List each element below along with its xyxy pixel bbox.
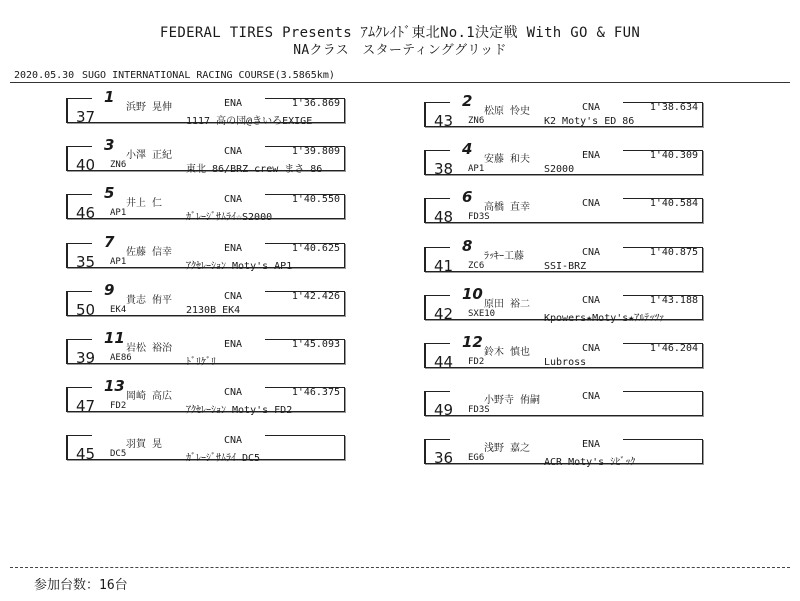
grid-position: 9 (104, 280, 115, 299)
team-name: SSI-BRZ (544, 260, 587, 272)
car-model: FD2 (110, 401, 127, 412)
driver-name: 貴志 侑平 (126, 294, 173, 306)
grid-position: 8 (462, 236, 473, 255)
entry-class: CNA (582, 198, 601, 210)
car-number: 42 (434, 304, 454, 323)
grid-entry (424, 284, 704, 327)
car-number: 46 (76, 204, 96, 223)
grid-entry (424, 188, 704, 230)
grid-entry (66, 329, 346, 371)
grid-entry (66, 88, 346, 130)
grid-position: 3 (104, 136, 115, 155)
grid-entry (66, 377, 346, 419)
qualifying-time: 1'36.869 (291, 98, 340, 109)
grid-position: 12 (462, 333, 483, 351)
team-name: ｱｸｾﾚｰｼｮﾝ Moty's FD2 (186, 405, 293, 417)
entry-class: CNA (224, 194, 243, 206)
entry-class: CNA (582, 294, 601, 306)
car-number: 41 (434, 256, 454, 275)
car-number: 47 (76, 397, 96, 416)
qualifying-time: 1'39.809 (291, 146, 340, 158)
grid-entry (424, 92, 704, 134)
grid-position: 5 (104, 184, 115, 203)
entry-class: CNA (582, 391, 601, 403)
car-model: DC5 (110, 449, 127, 460)
car-model: EK4 (110, 304, 127, 315)
grid-position: 6 (462, 188, 473, 207)
team-name: ｱｸｾﾚｰｼｮﾝ Moty's AP1 (186, 260, 293, 272)
team-name: ｶﾞﾚｰｼﾞｻﾑﾗｲ DC5 (186, 453, 261, 465)
driver-name: 安藤 和夫 (484, 154, 531, 166)
entry-class: ENA (582, 439, 601, 451)
qualifying-time: 1'43.188 (649, 294, 698, 306)
header-divider (10, 82, 790, 83)
driver-name: 松原 怜史 (484, 106, 531, 117)
qualifying-time: 1'40.309 (649, 150, 698, 162)
grid-position: 13 (104, 377, 125, 396)
entry-class: ENA (224, 339, 243, 350)
team-name: S2000 (544, 164, 575, 176)
team-name: Kpowers★Moty's★ｱﾙﾃｯﾂｧ (544, 312, 665, 324)
car-model: AP1 (468, 164, 485, 175)
team-name: K2 Moty's ED 86 (544, 116, 635, 127)
grid-position: 2 (462, 92, 473, 110)
car-model: FD3S (468, 212, 490, 223)
driver-name: 浜野 晃伸 (126, 102, 173, 113)
entry-class: CNA (224, 387, 243, 399)
course-name: SUGO INTERNATIONAL RACING COURSE(3.5865km) (82, 70, 335, 81)
qualifying-time: 1'46.375 (291, 387, 340, 399)
car-number: 37 (76, 108, 96, 126)
driver-name: ﾗｯｷｰ工藤 (484, 250, 524, 262)
entry-class: CNA (224, 146, 243, 158)
page-subtitle: NAクラス スターティンググリッド (293, 43, 507, 58)
car-number: 39 (76, 349, 96, 367)
grid-position: 1 (104, 88, 115, 106)
grid-entry (424, 236, 704, 279)
team-name: ﾄﾞﾘｹﾞﾘ (186, 357, 216, 368)
car-number: 49 (434, 401, 454, 420)
driver-name: 小野寺 侑嗣 (484, 395, 541, 407)
grid-entry (66, 232, 346, 275)
car-model: FD2 (468, 357, 485, 367)
grid-position: 4 (462, 140, 473, 159)
team-name: 1117 高の団@きいろEXIGE (186, 116, 313, 127)
car-model: ZC6 (468, 260, 485, 271)
driver-name: 小澤 正紀 (126, 150, 173, 162)
qualifying-time: 1'46.204 (649, 343, 698, 354)
footer-divider (10, 567, 790, 568)
grid-entry (424, 385, 704, 423)
car-model: FD3S (468, 405, 490, 416)
grid-entry (66, 280, 346, 323)
driver-name: 鈴木 慎也 (484, 347, 531, 358)
team-name: 東北 86/BRZ crew まさ 86 (186, 164, 323, 176)
grid-entry (66, 429, 346, 467)
grid-position: 10 (462, 284, 483, 303)
grid-position: 11 (104, 329, 125, 347)
event-date: 2020.05.30 (14, 70, 75, 81)
entry-class: ENA (224, 242, 243, 254)
driver-name: 高橋 直幸 (484, 202, 531, 214)
car-model: AP1 (110, 208, 127, 219)
driver-name: 浅野 嘉之 (484, 443, 531, 455)
grid-entry (424, 433, 704, 471)
entry-class: CNA (582, 343, 601, 354)
team-name: ｶﾞﾚｰｼﾞｻﾑﾗｲ☆S2000 (186, 212, 273, 224)
driver-name: 羽賀 晃 (126, 439, 163, 451)
car-number: 44 (434, 353, 454, 371)
qualifying-time: 1'40.875 (649, 246, 698, 258)
driver-name: 岡崎 高広 (126, 391, 173, 403)
entry-class: ENA (224, 98, 243, 109)
grid-position: 7 (104, 232, 115, 251)
driver-name: 岩松 裕治 (126, 343, 173, 354)
entry-class: CNA (582, 102, 601, 113)
qualifying-time: 1'40.550 (291, 194, 340, 206)
driver-name: 井上 仁 (126, 198, 163, 210)
entry-class: CNA (224, 290, 243, 302)
car-model: ZN6 (468, 116, 485, 126)
team-name: Lubross (544, 357, 587, 368)
grid-entry (66, 184, 346, 226)
entry-class: CNA (224, 435, 243, 447)
entry-class: ENA (582, 150, 601, 162)
page-title: FEDERAL TIRES Presents ｱﾑｸﾚｲﾄﾞ東北No.1決定戦 With GO & FUN (159, 25, 641, 41)
qualifying-time: 1'40.584 (649, 198, 698, 210)
grid-slot-box (424, 391, 703, 416)
car-number: 40 (76, 156, 96, 175)
car-model: ZN6 (110, 160, 127, 171)
team-name: 2130B_EK4 (186, 304, 241, 316)
team-name: ACR Moty's ｼﾋﾞｯｸ (544, 457, 636, 469)
car-number: 38 (434, 160, 454, 179)
qualifying-time: 1'40.625 (291, 242, 340, 254)
entry-class: CNA (582, 246, 601, 258)
car-number: 36 (434, 449, 454, 468)
car-model: AP1 (110, 256, 127, 267)
grid-entry (66, 136, 346, 178)
grid-entry (424, 140, 704, 182)
car-number: 48 (434, 208, 454, 227)
car-number: 35 (76, 252, 96, 271)
car-model: SXE10 (468, 308, 496, 319)
driver-name: 佐藤 信幸 (126, 246, 173, 258)
car-model: EG6 (468, 453, 485, 464)
car-number: 43 (434, 112, 454, 130)
qualifying-time: 1'42.426 (291, 290, 340, 302)
car-number: 45 (76, 445, 96, 464)
qualifying-time: 1'45.093 (291, 339, 340, 350)
driver-name: 原田 裕二 (484, 298, 531, 310)
entry-count: 参加台数：16台 (34, 578, 128, 593)
grid-entry (424, 333, 704, 375)
qualifying-time: 1'38.634 (649, 102, 698, 113)
car-number: 50 (76, 300, 96, 319)
car-model: AE86 (110, 353, 132, 363)
